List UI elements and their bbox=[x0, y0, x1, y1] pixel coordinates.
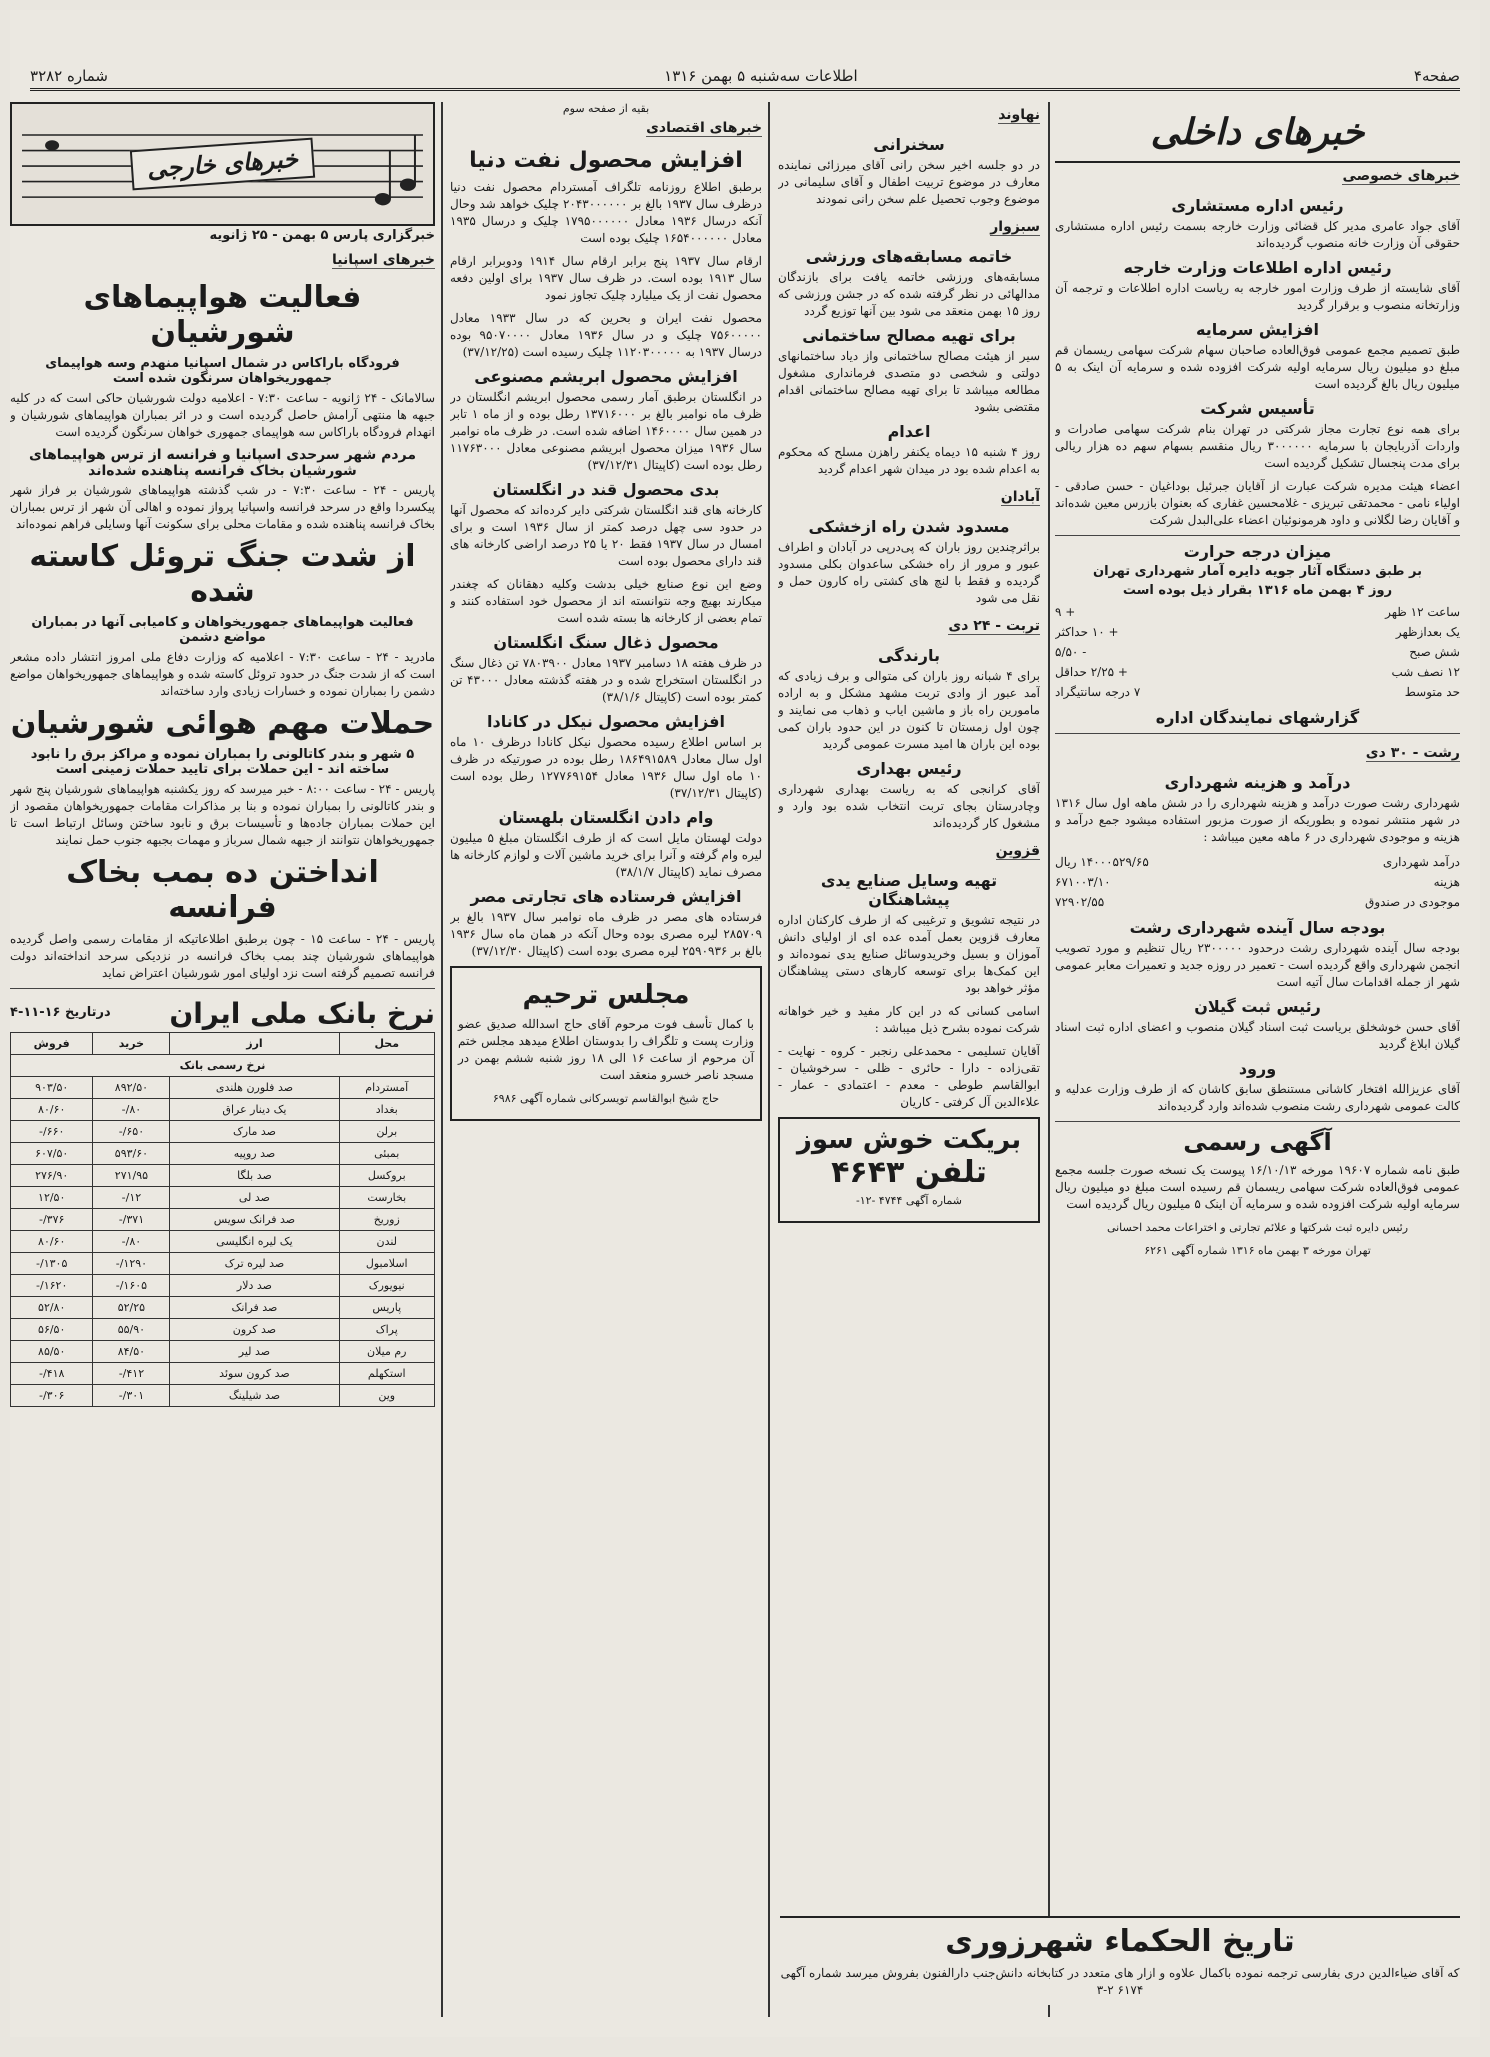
cell-place: بروکسل bbox=[339, 1165, 435, 1187]
cell-place: پراک bbox=[339, 1319, 435, 1341]
article-text: آقای حسن خوشخلق بریاست ثبت اسناد گیلان منصوب و اعضای اداره ثبت اسناد گیلان ابلاغ گردید bbox=[1055, 1020, 1460, 1051]
cell-currency: صد روپیه bbox=[170, 1143, 339, 1165]
article-text: بودجه سال آینده شهرداری رشت درحدود ۲۳۰۰۰۰۰ ریال تنظیم و مورد تصویب انجمن شهرداری واقع گردیده است - تعمیر در روزه جدید و تعمیرات معابر عمومی شهر از جمله اقدامات سال آتیه است bbox=[1055, 941, 1460, 989]
cell-currency: صد دلار bbox=[170, 1275, 339, 1297]
cell-buy: ۵۵/۹۰ bbox=[93, 1319, 170, 1341]
official-notice-sign: رئیس دایره ثبت شرکتها و علائم تجارتی و اختراعات محمد احسانی bbox=[1106, 1221, 1409, 1234]
advert-number: شماره آگهی ۴۷۴۴ -۱۲- bbox=[856, 1194, 962, 1207]
cell-currency: صد شیلینگ bbox=[170, 1385, 339, 1407]
headline: از شدت جنگ تروئل کاسته شده bbox=[29, 539, 416, 609]
cell-buy: ۳۷۱/- bbox=[93, 1209, 170, 1231]
headline: رئیس بهداری bbox=[856, 759, 962, 778]
dateline: تربت - ۲۴ دی bbox=[948, 618, 1040, 634]
article-text: پاریس - ۲۴ - ساعت ۱۵ - چون برطبق اطلاعاتیکه از مقامات رسمی واصل گردیده هواپیماهای شورشیان چند بمب بخاک فرانسه در نزدیکی سرحد انداخته‌اند دولت فرانسه تصمیم گرفته است نزد اولیای امور شورشیان اعتراض نماید bbox=[10, 932, 435, 980]
cell-buy: ۸۰/- bbox=[93, 1231, 170, 1253]
cell-currency: صد کرون سوئد bbox=[170, 1363, 339, 1385]
subheadline: ۵ شهر و بندر کاتالونی را بمباران نموده و مراکز برق را نابود ساخته اند - این حملات برای تایید حملات زمینی است bbox=[30, 747, 415, 777]
dateline: خبرگزاری پارس ۵ بهمن - ۲۵ ژانویه bbox=[209, 228, 435, 243]
cell-place: برلن bbox=[339, 1121, 435, 1143]
cell-sell: ۸۵/۵۰ bbox=[11, 1341, 93, 1363]
cell-sell: ۸۰/۶۰ bbox=[11, 1099, 93, 1121]
col-place: محل bbox=[339, 1033, 435, 1055]
cell-sell: ۸۰/۶۰ bbox=[11, 1231, 93, 1253]
article-text: آقای جواد عامری مدیر کل قضائی وزارت خارجه بسمت رئیس اداره مستشاری حقوقی آن وزارت خانه منصوب گردیده‌اند bbox=[1055, 219, 1460, 250]
headline: ورود bbox=[1238, 1059, 1277, 1078]
article-text: آقای کرانجی که به ریاست بهداری شهرداری وچادرستان بجای تربت انتخاب شده بود وارد و مشغول کار گردیده‌اند bbox=[778, 782, 1040, 830]
dateline: قزوین bbox=[995, 843, 1040, 859]
cell-sell: ۵۲/۸۰ bbox=[11, 1297, 93, 1319]
headline: بارندگی bbox=[878, 646, 940, 665]
article-text: پاریس - ۲۴ - ساعت ۸:۰۰ - خبر میرسد که روز یکشنبه هواپیماهای شورشیان پنج شهر و بندر کاتالونی را بمباران نموده و بنا بر مذاکرات مقامات جمهوریخواهان مقصود از این حملات بمباران جاده‌ها و تأسیسات برق و نابود ساختن وسائل ارتباط است تا جمهوریخواهان نتوانند از جبهه شمال سرباز و مهمات بجبهه جنوب حمل نمایند bbox=[10, 782, 435, 847]
cell-place: پاریس bbox=[339, 1297, 435, 1319]
article-text: شهرداری رشت صورت درآمد و هزینه شهرداری را در شش ماهه اول سال ۱۳۱۶ در شهر منتشر نموده و بطوریکه از صورت مزبور استفاده میشود جمع درآمد و هزینه و موجودی شهرداری در ۶ ماهه معین میباشد : bbox=[1055, 796, 1460, 844]
article-text: آقایان تسلیمی - محمدعلی رنجبر - کروه - نهایت - تقی‌زاده - دارا - حائری - ظلی - سرخوشیان - ابوالقاسم طوطی - معدم - اعتمادی - عمار - علاءالدین آل کرفتی - کاریان bbox=[778, 1044, 1040, 1109]
dateline: سبزوار bbox=[990, 219, 1040, 235]
article-text: اسامی کسانی که در این کار مفید و خیر خواهانه شرکت نموده بشرح ذیل میباشد : bbox=[778, 1004, 1040, 1035]
temperature-subtitle: بر طبق دستگاه آثار جویه دایره آمار شهرداری تهران bbox=[1092, 564, 1423, 579]
cell-currency: یک دینار عراق bbox=[170, 1099, 339, 1121]
cell-currency: صد فرانک bbox=[170, 1297, 339, 1319]
headline: مسدود شدن راه ازخشکی bbox=[808, 517, 1010, 536]
article-text: مسابقه‌های ورزشی خاتمه یافت برای بازندگان مدالهائی در نظر گرفته شده که در جشن ورزشی که روز ۱۵ بهمن منعقد می شود بین آنها توزیع گردد bbox=[778, 270, 1040, 318]
page-number: صفحه۴ bbox=[1413, 67, 1460, 85]
article-text: وضع این نوع صنایع خیلی بدشت وکلیه دهقانان که چغندر میکارند بهیچ وجه نتوانسته اند از محصول خود استفاده کنند و تمام بعضی از کارخانه ها بسته شده است bbox=[450, 577, 762, 625]
spain-section-title: خبرهای اسپانیا bbox=[332, 252, 435, 268]
article-text: براثرچندین روز باران که پی‌درپی در آبادان و اطراف عبور و مرور از راه خشکی ساعدوان بکلی مسدود گردیده و فقط با لنچ های کشتی راه کارون حمل و نقل می شود bbox=[778, 540, 1040, 605]
dateline: نهاوند bbox=[998, 107, 1040, 123]
book-advert-title: تاریخ الحکماء شهرزوری bbox=[945, 1924, 1295, 1959]
cell-currency: صد فلورن هلندی bbox=[170, 1077, 339, 1099]
table-row bbox=[11, 1319, 435, 1341]
exchange-rates-table bbox=[10, 1032, 435, 1407]
table-row bbox=[11, 1231, 435, 1253]
headline: تأسیس شرکت bbox=[1200, 399, 1315, 418]
cell-sell: ۶۰۷/۵۰ bbox=[11, 1143, 93, 1165]
cell-buy: ۸۰/- bbox=[93, 1099, 170, 1121]
memorial-notice bbox=[450, 966, 762, 1121]
article-text: سیر از هیئت مصالح ساختمانی واز دیاد ساختمانهای دولتی و شخصی دو متصدی فرمانداری مشغول مطالعه میباشد تا برای تهیه مصالح ساختمانی اقدام مقتضی بشود bbox=[778, 349, 1040, 414]
dateline: رشت - ۳۰ دی bbox=[1365, 745, 1460, 761]
headline: افزایش محصول ابریشم مصنوعی bbox=[474, 367, 738, 386]
cell-sell: ۱۲/۵۰ bbox=[11, 1187, 93, 1209]
top-bar bbox=[30, 64, 1460, 91]
cell-buy: ۳۰۱/- bbox=[93, 1385, 170, 1407]
temperature-row: شش صبح - ۵/۵۰ bbox=[1055, 645, 1460, 659]
headline: تهیه وسایل صنایع یدی پیشاهنگان bbox=[820, 871, 998, 909]
cell-sell: ۹۰۳/۵۰ bbox=[11, 1077, 93, 1099]
cell-currency: صد بلگا bbox=[170, 1165, 339, 1187]
cell-sell: ۴۱۸/- bbox=[11, 1363, 93, 1385]
temperature-title: میزان درجه حرارت bbox=[1183, 542, 1332, 561]
cell-currency: صد لیره ترک bbox=[170, 1253, 339, 1275]
memorial-text: با کمال تأسف فوت مرحوم آقای حاج اسدالله صدیق عضو وزارت پست و تلگراف را بدوستان اطلاع میدهد مجلس ختم آن مرحوم از ساعت ۱۶ الی ۱۸ روز شنبه ششم بهمن در مسجد ناصر خسرو منعقد است bbox=[458, 1017, 754, 1082]
article-text: در نتیجه تشویق و ترغیبی که از طرف کارکنان اداره معارف قزوین بعمل آمده عده ای از اولیای دانش آموزان و بسیل وخریدوسائل صنایع یدی نموده‌اند و این کمک‌ها برای توسعه کارهای دستی پیشاهنگان مؤثر خواهد بود bbox=[778, 913, 1040, 995]
table-row bbox=[11, 1297, 435, 1319]
headline: رئیس اداره اطلاعات وزارت خارجه bbox=[1123, 258, 1392, 277]
cell-buy: ۸۹۲/۵۰ bbox=[93, 1077, 170, 1099]
cell-sell: ۶۶۰/- bbox=[11, 1121, 93, 1143]
issue-number: شماره ۳۲۸۲ bbox=[30, 67, 108, 85]
cell-place: رم میلان bbox=[339, 1341, 435, 1363]
headline: درآمد و هزینه شهرداری bbox=[1164, 773, 1351, 792]
article-text: برای همه نوع تجارت مجاز شرکتی در تهران بنام شرکت سهامی صادرات و واردات آذربایجان با سرمایه ۳۰۰۰۰۰۰ ریال منقسم بسهام سهم ده هزار ریالی برای مدت پنجسال تشکیل گردیده است bbox=[1055, 422, 1460, 470]
table-row bbox=[11, 1077, 435, 1099]
economic-news-column bbox=[450, 102, 762, 2017]
cell-buy: ۵۲/۲۵ bbox=[93, 1297, 170, 1319]
dateline: آبادان bbox=[1000, 489, 1040, 505]
headline: رئیس ثبت گیلان bbox=[1194, 997, 1321, 1016]
economic-section-title: خبرهای اقتصادی bbox=[646, 120, 762, 136]
article-text: سالامانک - ۲۴ ژانویه - ساعت ۷:۳۰ - اعلامیه دولت شورشیان حاکی است که در کلیه جبهه ها منتهی آرامش حاصل گردیده است و در اثر بمباران هواپیماهای شورشیان و انهدام فرودگاه باراکاس سه هواپیمای جمهوری خواهان سرنگون گردیده است bbox=[10, 391, 435, 439]
cell-place: بخارست bbox=[339, 1187, 435, 1209]
headline: برای تهیه مصالح ساختمانی bbox=[802, 326, 1016, 345]
cell-buy: ۱۶۰۵/- bbox=[93, 1275, 170, 1297]
foreign-news-column bbox=[10, 102, 435, 2017]
table-row bbox=[11, 1209, 435, 1231]
table-row bbox=[11, 1099, 435, 1121]
headline: محصول ذغال سنگ انگلستان bbox=[493, 633, 719, 652]
temperature-day: روز ۴ بهمن ماه ۱۳۱۶ بقرار ذیل بوده است bbox=[1122, 583, 1393, 598]
headline: خاتمه مسابقه‌های ورزشی bbox=[805, 247, 1013, 266]
temperature-table bbox=[1055, 602, 1460, 702]
cell-place: بمبئی bbox=[339, 1143, 435, 1165]
headline: افزایش محصول نیکل در کانادا bbox=[487, 712, 725, 731]
article-text: کارخانه های قند انگلستان شرکتی دایر کرده‌اند که محصول آنها در حدود سی چهل درصد کمتر از سال ۱۹۳۶ است و برای امسال در سال ۱۹۳۷ فقط ۲۰ یا ۲۵ درصد اراضی کارخانه های قند دارای محصول بوده است bbox=[450, 503, 762, 568]
cell-currency: صد لیر bbox=[170, 1341, 339, 1363]
official-notice-number: تهران مورخه ۳ بهمن ماه ۱۳۱۶ شماره آگهی ۶۲۶۱ bbox=[1144, 1244, 1371, 1257]
continued-note: بقیه از صفحه سوم bbox=[562, 102, 650, 115]
column-rule bbox=[768, 102, 770, 2017]
cell-currency: صد کرون bbox=[170, 1319, 339, 1341]
issue-date: اطلاعات سه‌شنبه ۵ بهمن ۱۳۱۶ bbox=[664, 67, 858, 85]
headline: انداختن ده بمب بخاک فرانسه bbox=[66, 855, 379, 925]
table-row bbox=[11, 1143, 435, 1165]
official-notice-title: آگهی رسمی bbox=[1183, 1128, 1332, 1156]
table-row bbox=[11, 1275, 435, 1297]
cell-place: زوریخ bbox=[339, 1209, 435, 1231]
article-text: اعضاء هیئت مدیره شرکت عبارت از آقایان جبرئیل بوداغیان - حسن صادقی - اولیاء نامی - محمدتقی تبریزی - غلامحسین غفاری که بعنوان بازرس معین شده‌اند و آقایان رضا لگلانی و داود هرمونوئیان اعضاء علی‌البدل شرکت bbox=[1055, 479, 1460, 527]
domestic-news-column bbox=[1055, 102, 1460, 2017]
cell-place: استکهلم bbox=[339, 1363, 435, 1385]
temperature-row: ساعت ۱۲ ظهر + ۹ bbox=[1055, 605, 1460, 619]
table-row bbox=[11, 1187, 435, 1209]
cell-sell: ۲۷۶/۹۰ bbox=[11, 1165, 93, 1187]
cell-sell: ۵۶/۵۰ bbox=[11, 1319, 93, 1341]
temperature-row: حد متوسط ۷ درجه سانتیگراد bbox=[1055, 685, 1460, 699]
book-advert-text: که آقای ضیاءالدین دری بفارسی ترجمه نموده باکمال علاوه و ازار های متعدد در کتابخانه دانش‌جنب دارالفنون بفروش میرسد شماره آگهی ۶۱۷۴ ۲-۳ bbox=[780, 1966, 1460, 1997]
temperature-row: ۱۲ نصف شب + ۲/۲۵ حداقل bbox=[1055, 665, 1460, 679]
foreign-news-banner bbox=[10, 102, 435, 226]
cell-buy: ۶۵۰/- bbox=[93, 1121, 170, 1143]
cell-place: لندن bbox=[339, 1231, 435, 1253]
headline: افزایش محصول نفت دنیا bbox=[469, 148, 743, 173]
memorial-sign: حاج شیخ ابوالقاسم تویسرکانی شماره آگهی ۶۹۸۶ bbox=[492, 1092, 720, 1105]
article-text: فرستاده های مصر در ظرف ماه نوامبر سال ۱۹۳۷ بالغ بر ۲۸۵۷۰۹ لیره مصری بوده وحال آنکه در همان ماه سال ۱۹۳۶ بالغ بر ۲۵۹۰۹۳۶ لیره مصری بوده است (کاپیتال ۳۷/۱۲/۳۰) bbox=[450, 910, 762, 958]
article-text: در انگلستان برطبق آمار رسمی محصول ابریشم انگلستان در ظرف ماه نوامبر بالغ بر ۱۳۷۱۶۰۰۰ رطل بوده و از ماه ۱ تابر در همین سال ۱۴۶۰۰۰۰ اضافه شده است. در ظرف ماه نوامبر سال ۱۹۳۶ میزان محصول ابریشم مصنوعی معادل ۱۱۷۶۳۰۰۰ رطل بوده است (کاپیتال ۳۷/۱۲/۳۱) bbox=[450, 390, 762, 472]
headline: فعالیت هواپیماهای شورشیان bbox=[83, 280, 362, 350]
figure-row: موجودی در صندوق ۷۲۹۰۲/۵۵ bbox=[1055, 895, 1460, 909]
headline: بودجه سال آینده شهرداری رشت bbox=[1129, 918, 1386, 937]
col-buy: خرید bbox=[93, 1033, 170, 1055]
article-text: بر اساس اطلاع رسیده محصول نیکل کانادا درظرف ۱۰ ماه اول سال معادل ۱۸۶۴۹۱۵۸۹ رطل بوده در صورتیکه در ظرف ۱۰ ماه اول سال ۱۹۳۶ معادل ۱۲۷۷۶۹۱۵۴ رطل بوده است (کاپیتال ۳۷/۱۲/۳۱) bbox=[450, 735, 762, 800]
table-row bbox=[11, 1253, 435, 1275]
article-text: ارقام سال ۱۹۳۷ پنج برابر ارقام سال ۱۹۱۴ ودوبرابر ارقام سال ۱۹۱۳ بوده است. در ظرف سال ۱۹۳۷ برای اولین دفعه محصول نفت از یک میلیارد چلیک تجاوز نمود bbox=[450, 254, 762, 302]
col-currency: ارز bbox=[170, 1033, 339, 1055]
headline: اعدام bbox=[887, 422, 931, 441]
article-text: پاریس - ۲۴ - ساعت ۷:۳۰ - در شب گذشته هواپیماهای شورشیان بر فراز شهر پیکسردا واقع در سرحد فرانسه واسپانیا پرواز نموده و اهالی آن شهر از ترس بمباران بخاک فرانسه پناهنده شده و مقامات محلی برای سکونت آنها وسایلی فراهم نموده‌اند bbox=[10, 483, 435, 531]
cell-place: اسلامبول bbox=[339, 1253, 435, 1275]
cell-buy: ۴۱۲/- bbox=[93, 1363, 170, 1385]
table-row bbox=[11, 1121, 435, 1143]
rates-title: نرخ بانک ملی ایران bbox=[169, 997, 435, 1030]
cell-sell: ۱۶۲۰/- bbox=[11, 1275, 93, 1297]
temperature-row: یک بعدازظهر + ۱۰ حداکثر bbox=[1055, 625, 1460, 639]
newspaper-page bbox=[10, 10, 1480, 2037]
article-text: آقای عزیزالله افتخار کاشانی مستنطق سابق کاشان که از طرف وزارت عدلیه و کالت عمومی شهرداری رشت منصوب شده‌اند وارد گردیده‌اند bbox=[1055, 1082, 1460, 1113]
cell-buy: ۲۷۱/۹۵ bbox=[93, 1165, 170, 1187]
table-row bbox=[11, 1363, 435, 1385]
private-news-title: خبرهای خصوصی bbox=[1342, 168, 1460, 184]
official-rate-caption: نرخ رسمی بانک bbox=[11, 1055, 435, 1077]
article-text: مادرید - ۲۴ - ساعت ۷:۳۰ - اعلامیه که وزارت دفاع ملی امروز انتشار داده مشعر است که از شدت جنگ در حدود تروئل کاسته شده و هواپیماهای جمهوریخواهان مواضع دشمن را بمباران نموده و خسارات زیادی وارد ساخته‌اند bbox=[10, 650, 435, 698]
provincial-news-column bbox=[778, 102, 1040, 1887]
table-row bbox=[11, 1165, 435, 1187]
article-text: در دو جلسه اخیر سخن رانی آقای میرزائی نماینده معارف در موضوع تربیت اطفال و آقای سلیمانی در موضوع وجوب تحصیل علم سخن رانی نمودند bbox=[778, 158, 1040, 206]
memorial-title: مجلس ترحیم bbox=[522, 980, 690, 1010]
rates-date: درتاریخ ۱۶-۱۱-۴ bbox=[10, 1005, 111, 1020]
advert-title: بریکت خوش سوز bbox=[796, 1125, 1022, 1155]
rates-header bbox=[10, 995, 435, 1032]
figure-row: درآمد شهرداری ۱۴۰۰۰۵۲۹/۶۵ ریال bbox=[1055, 855, 1460, 869]
cell-place: بغداد bbox=[339, 1099, 435, 1121]
headline: افزایش فرستاده های تجارتی مصر bbox=[470, 887, 742, 906]
article-text: آقای شایسته از طرف وزارت امور خارجه به ریاست اداره اطلاعات و ترجمه آن وزارتخانه منصوب و برقرار گردید bbox=[1055, 281, 1460, 312]
article-text: در ظرف هفته ۱۸ دسامبر ۱۹۳۷ معادل ۷۸۰۳۹۰۰ تن ذغال سنگ در انگلستان استخراج شده و در هفته گذشته معادل ۴۳۰۰۰ تن کمتر بوده است (کاپیتال ۳۸/۱/۶) bbox=[450, 656, 762, 704]
cell-place: آمستردام bbox=[339, 1077, 435, 1099]
headline: بدی محصول قند در انگلستان bbox=[492, 480, 720, 499]
reports-title: گزارشهای نمایندگان اداره bbox=[1155, 708, 1360, 727]
headline: حملات مهم هوائی شورشیان bbox=[10, 706, 435, 741]
cell-currency: صد مارک bbox=[170, 1121, 339, 1143]
table-row bbox=[11, 1341, 435, 1363]
book-advert bbox=[780, 1916, 1460, 2005]
domestic-masthead: خبرهای داخلی bbox=[1055, 102, 1460, 163]
briquette-advert bbox=[778, 1117, 1040, 1223]
article-text: روز ۴ شنبه ۱۵ دیماه یکنفر راهزن مسلح که محکوم به اعدام شده بود در میدان شهر اعدام گردید bbox=[778, 445, 1040, 476]
cell-buy: ۱۲۹۰/- bbox=[93, 1253, 170, 1275]
article-text: برای ۴ شبانه روز باران کی متوالی و برف زیادی که آمد عبور از وادی تربت مشهد مشکل و به اراده مامورین راه باز و ماشین ایاب و ذهاب می نمایند و چون اول زمستان تا کنون در این حدود باران کمی بوده این باران ها امید مسرت عمومی گردید bbox=[778, 669, 1040, 751]
headline: وام دادن انگلستان بلهستان bbox=[498, 808, 714, 827]
cell-place: وین bbox=[339, 1385, 435, 1407]
cell-sell: ۱۳۰۵/- bbox=[11, 1253, 93, 1275]
table-row bbox=[11, 1385, 435, 1407]
column-rule bbox=[441, 102, 443, 2017]
headline: سخنرانی bbox=[873, 135, 945, 154]
figure-row: هزینه ۶۷۱۰۰۳/۱۰ bbox=[1055, 875, 1460, 889]
subheadline: فعالیت هواپیماهای جمهوریخواهان و کامیابی آنها در بمباران مواضع دشمن bbox=[31, 615, 414, 645]
cell-sell: ۳۷۶/- bbox=[11, 1209, 93, 1231]
cell-buy: ۸۴/۵۰ bbox=[93, 1341, 170, 1363]
article-text: طبق تصمیم مجمع عمومی فوق‌العاده صاحبان سهام شرکت سهامی ریسمان قم مبلغ دو میلیون ریال سرمایه اولیه شرکت افزوده شده و سرمایه آن اینک به ۵ میلیون ریال بالغ گردیده است bbox=[1055, 343, 1460, 391]
subheadline: فرودگاه باراکاس در شمال اسپانیا منهدم وسه هواپیمای جمهوریخواهان سرنگون شده است bbox=[45, 356, 400, 386]
col-sell: فروش bbox=[11, 1033, 93, 1055]
official-notice-text: طبق نامه شماره ۱۹۶۰۷ مورخه ۱۶/۱۰/۱۳ پیوست یک نسخه صورت جلسه مجمع عمومی فوق‌العاده شرکت سهامی ریسمان قم رسیده است مبلغ دو میلیون ریال سرمایه اولیه شرکت افزوده شده و سرمایه آن اینک ۵ میلیون ریال گردیده است bbox=[1055, 1163, 1460, 1211]
article-text: محصول نفت ایران و بحرین که در سال ۱۹۳۳ معادل ۷۵۶۰۰۰۰۰ چلیک و در سال ۱۹۳۶ معادل ۹۵۰۷۰۰۰۰ بوده درسال ۱۹۳۷ به ۱۱۲۰۳۰۰۰۰۰ چلیک رسیده است (۳۷/۱۲/۲۵) bbox=[450, 311, 762, 359]
foreign-news-title: خبرهای خارجی bbox=[130, 138, 315, 191]
advert-phone: تلفن ۴۶۴۳ bbox=[831, 1155, 987, 1190]
headline: افزایش سرمایه bbox=[1196, 320, 1319, 339]
cell-currency: صد فرانک سویس bbox=[170, 1209, 339, 1231]
cell-buy: ۱۲/- bbox=[93, 1187, 170, 1209]
cell-place: نیویورک bbox=[339, 1275, 435, 1297]
column-rule bbox=[1048, 102, 1050, 2017]
article-text: برطبق اطلاع روزنامه تلگراف آمستردام محصول نفت دنیا درظرف سال ۱۹۳۷ بالغ بر ۲۰۴۳۰۰۰۰۰۰ چلیک خواهد شد وحال آنکه درسال ۱۹۳۶ معادل ۱۷۹۵۰۰۰۰۰۰ چلیک و درسال ۱۹۳۵ معادل ۱۶۵۴۰۰۰۰۰۰ چلیک بوده است bbox=[450, 180, 762, 245]
cell-currency: صد لی bbox=[170, 1187, 339, 1209]
rates-body bbox=[11, 1077, 435, 1407]
headline: مردم شهر سرحدی اسپانیا و فرانسه از ترس هواپیماهای شورشیان بخاک فرانسه پناهنده شده‌اند bbox=[29, 447, 416, 479]
article-text: دولت لهستان مایل است که از طرف انگلستان مبلغ ۵ میلیون لیره وام گرفته و آنرا برای خرید ماشین آلات و لوازم کارخانه ها مصرف نماید (کاپیتال ۳۸/۱/۷) bbox=[450, 831, 762, 879]
cell-sell: ۳۰۶/- bbox=[11, 1385, 93, 1407]
cell-currency: یک لیره انگلیسی bbox=[170, 1231, 339, 1253]
rasht-figures bbox=[1055, 852, 1460, 912]
headline: رئیس اداره مستشاری bbox=[1171, 196, 1344, 215]
cell-buy: ۵۹۳/۶۰ bbox=[93, 1143, 170, 1165]
